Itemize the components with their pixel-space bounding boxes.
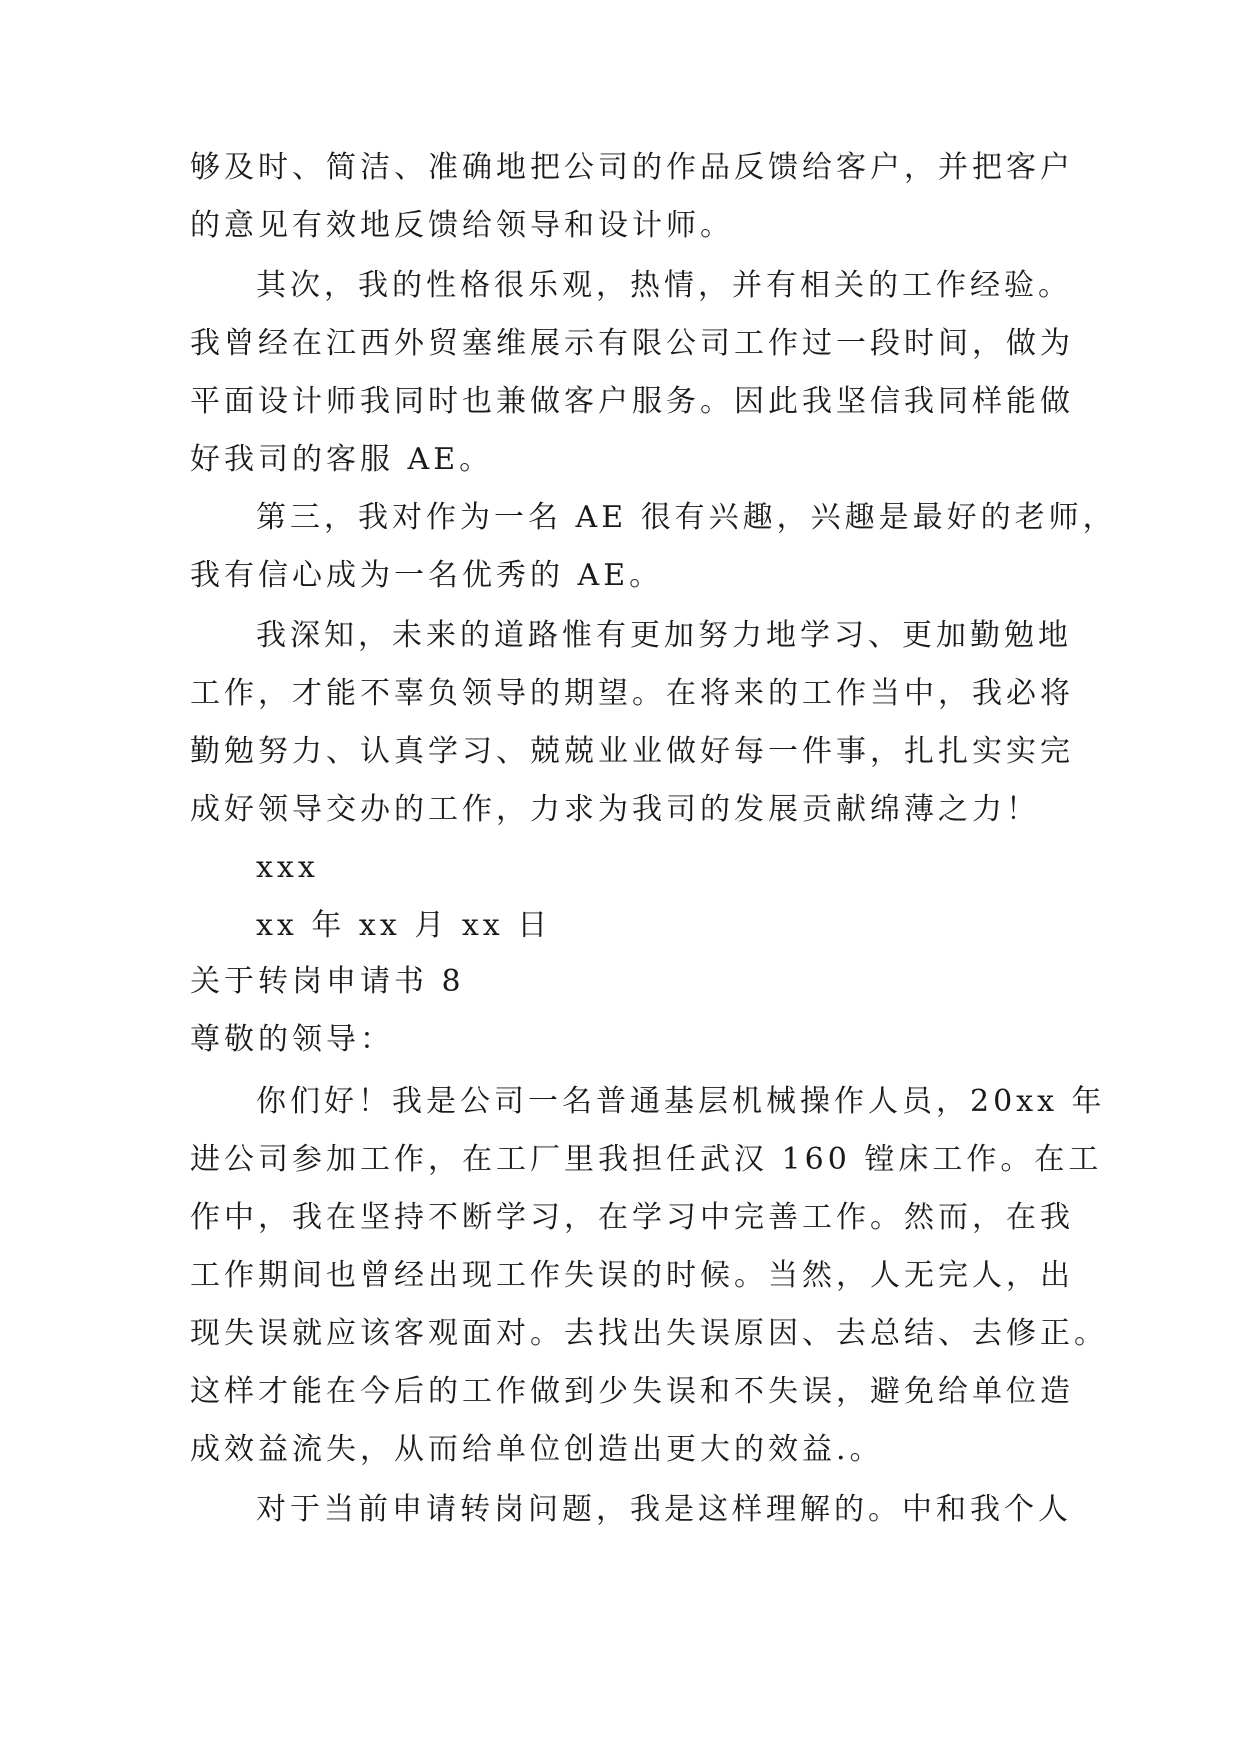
body-text-line: 我曾经在江西外贸塞维展示有限公司工作过一段时间，做为 (190, 326, 1074, 361)
section-title: 关于转岗申请书 8 (190, 964, 465, 999)
body-text-line: 好我司的客服 AE。 (190, 442, 494, 477)
salutation: 尊敬的领导： (190, 1022, 394, 1057)
body-text-line: 这样才能在今后的工作做到少失误和不失误，避免给单位造 (190, 1374, 1074, 1409)
body-text-line: 工作期间也曾经出现工作失误的时候。当然，人无完人，出 (190, 1258, 1074, 1293)
body-text-line: 作中，我在坚持不断学习，在学习中完善工作。然而，在我 (190, 1200, 1074, 1235)
body-text-line: 成好领导交办的工作，力求为我司的发展贡献绵薄之力！ (190, 792, 1040, 827)
body-text-line: 进公司参加工作，在工厂里我担任武汉 160 镗床工作。在工 (190, 1142, 1103, 1177)
body-text-line: 对于当前申请转岗问题，我是这样理解的。中和我个人 (256, 1492, 1072, 1527)
body-text-line: 我有信心成为一名优秀的 AE。 (190, 558, 664, 593)
body-text-line: 勤勉努力、认真学习、兢兢业业做好每一件事，扎扎实实完 (190, 734, 1074, 769)
body-text-line: 我深知，未来的道路惟有更加努力地学习、更加勤勉地 (256, 618, 1072, 653)
signature-name: xxx (256, 850, 319, 885)
body-text-line: 你们好！我是公司一名普通基层机械操作人员，20xx 年 (256, 1084, 1106, 1119)
body-text-line: 够及时、简洁、准确地把公司的作品反馈给客户，并把客户 (190, 150, 1074, 185)
body-text-line: 第三，我对作为一名 AE 很有兴趣，兴趣是最好的老师， (256, 500, 1117, 535)
body-text-line: 现失误就应该客观面对。去找出失误原因、去总结、去修正。 (190, 1316, 1108, 1351)
body-text-line: 平面设计师我同时也兼做客户服务。因此我坚信我同样能做 (190, 384, 1074, 419)
body-text-line: 的意见有效地反馈给领导和设计师。 (190, 208, 734, 243)
body-text-line: 其次，我的性格很乐观，热情，并有相关的工作经验。 (256, 268, 1072, 303)
body-text-line: 工作，才能不辜负领导的期望。在将来的工作当中，我必将 (190, 676, 1074, 711)
body-text-line: 成效益流失，从而给单位创造出更大的效益.。 (190, 1432, 884, 1467)
signature-date: xx 年 xx 月 xx 日 (256, 908, 552, 943)
